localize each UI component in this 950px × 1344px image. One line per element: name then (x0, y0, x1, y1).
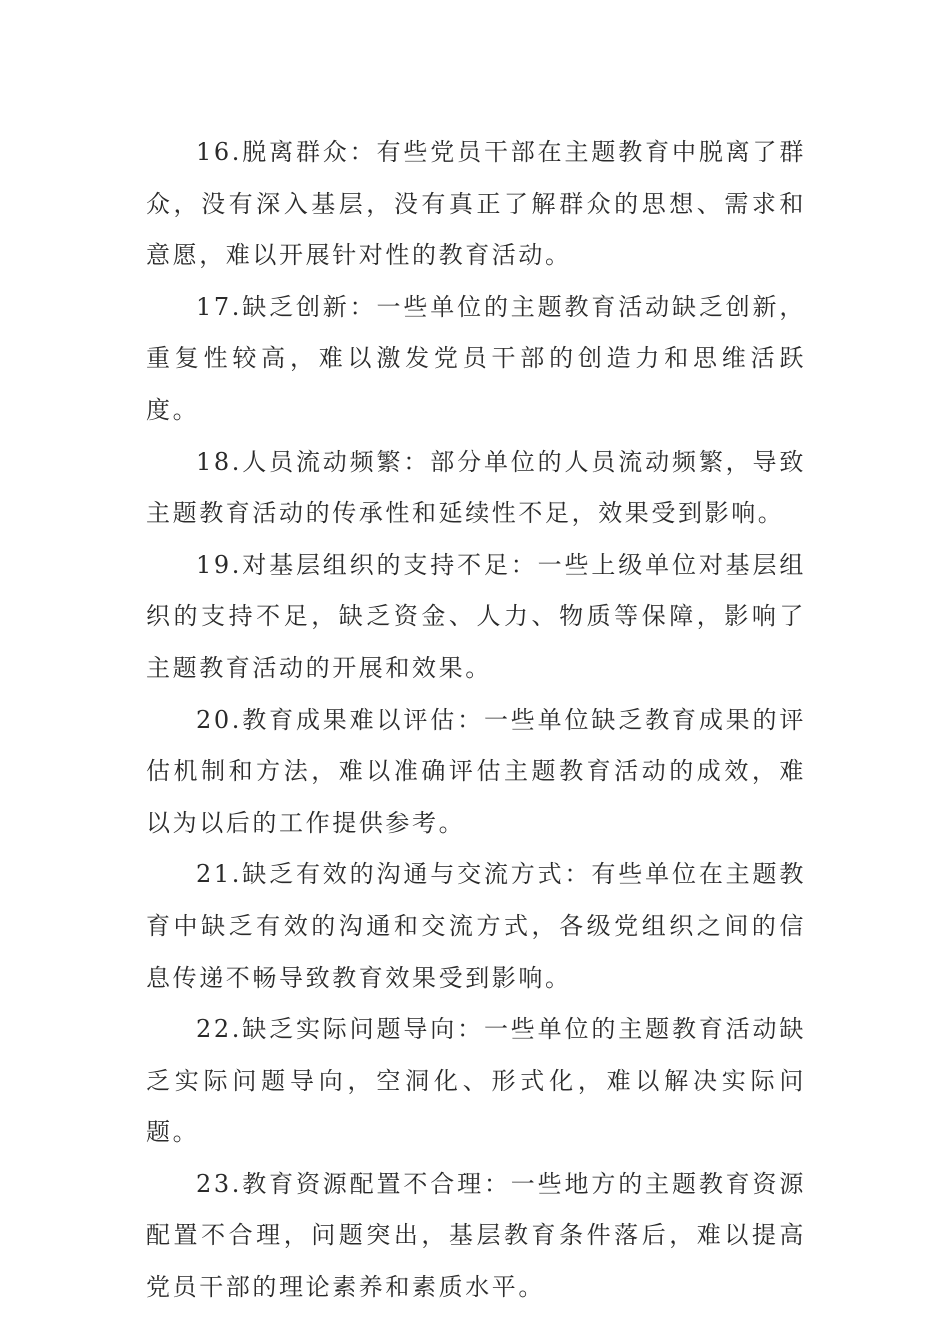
paragraph-16: 16.脱离群众：有些党员干部在主题教育中脱离了群众，没有深入基层，没有真正了解群众的思想、需求和意愿，难以开展针对性的教育活动。 (146, 138, 806, 270)
paragraph-18: 18.人员流动频繁：部分单位的人员流动频繁，导致主题教育活动的传承性和延续性不足，效果受到影响。 (146, 447, 806, 528)
paragraph-21: 21.缺乏有效的沟通与交流方式：有些单位在主题教育中缺乏有效的沟通和交流方式，各级党组织之间的信息传递不畅导致教育效果受到影响。 (146, 860, 806, 992)
paragraph-19: 19.对基层组织的支持不足：一些上级单位对基层组织的支持不足，缺乏资金、人力、物质等保障，影响了主题教育活动的开展和效果。 (146, 550, 806, 682)
paragraph-23: 23.教育资源配置不合理：一些地方的主题教育资源配置不合理，问题突出，基层教育条件落后，难以提高党员干部的理论素养和素质水平。 (146, 1169, 806, 1302)
paragraph-17: 17.缺乏创新：一些单位的主题教育活动缺乏创新，重复性较高，难以激发党员干部的创造力和思维活跃度。 (146, 292, 806, 424)
paragraph-22: 22.缺乏实际问题导向：一些单位的主题教育活动缺乏实际问题导向，空洞化、形式化，难以解决实际问题。 (146, 1015, 806, 1147)
paragraph-20: 20.教育成果难以评估：一些单位缺乏教育成果的评估机制和方法，难以准确评估主题教育活动的成效，难以为以后的工作提供参考。 (146, 705, 806, 837)
document-body (146, 127, 806, 1314)
